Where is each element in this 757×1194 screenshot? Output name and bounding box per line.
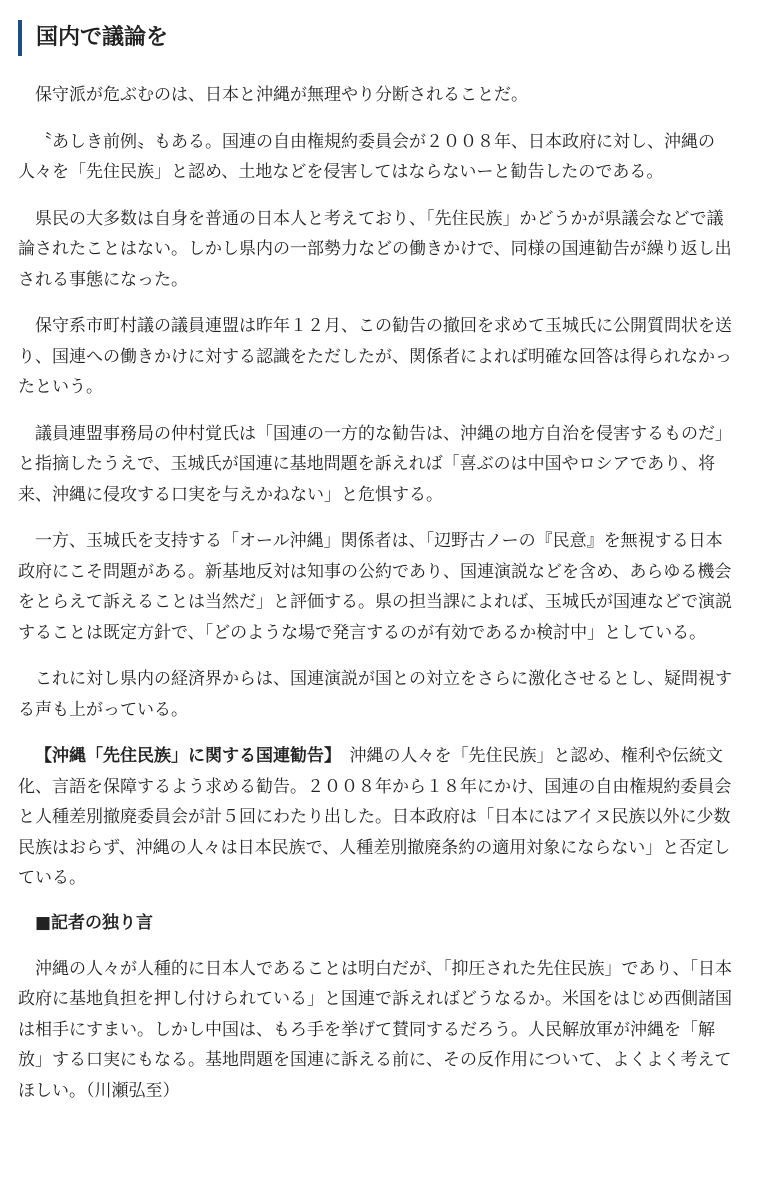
article-paragraph-4: 保守系市町村議の議員連盟は昨年１２月、この勧告の撤回を求めて玉城氏に公開質問状を送り、国連への働きかけに対する認識をただしたが、関係者によれば明確な回答は得られなかったという。 — [18, 316, 732, 397]
article-paragraph-6: 一方、玉城氏を支持する「オール沖縄」関係者は、「辺野古ノーの『民意』を無視する日本政府にこそ問題がある。新基地反対は知事の公約であり、国連演説などを含め、あらゆる機会をとらえて訴えることは当然だ」と評価する。県の担当課によれば、玉城氏が国連などで演説することは既定方針で、「どのような場で発言するのが有効であるか検討中」としている。 — [18, 531, 732, 643]
note-text: 沖縄の人々を「先住民族」と認め、権利や伝統文化、言語を保障するよう求める勧告。２００８年から１８年にかけ、国連の自由権規約委員会と人種差別撤廃委員会が計５回にわたり出した。日本政府は「日本にはアイヌ民族以外に少数民族はおらず、沖縄の人々は日本民族で、人種差別撤廃条約の適用対象にならない」と否定している。 — [18, 746, 732, 888]
note-label: 【沖縄「先住民族」に関する国連勧告】 — [35, 746, 333, 766]
article-paragraph-5: 議員連盟事務局の仲村覚氏は「国連の一方的な勧告は、沖縄の地方自治を侵害するものだ」と指摘したうえで、玉城氏が国連に基地問題を訴えれば「喜ぶのは中国やロシアであり、将来、沖縄に侵攻する口実を与えかねない」と危惧する。 — [18, 423, 732, 505]
article-body — [0, 20, 757, 1106]
section-heading: 国内で議論を — [18, 20, 739, 56]
column-heading: ■記者の独り言 — [35, 912, 154, 933]
column-paragraph: 沖縄の人々が人種的に日本人であることは明白だが、「抑圧された先住民族」であり、「日本政府に基地負担を押し付けられている」と国連で訴えればどうなるか。米国をはじめ西側諸国は相手にすまい。しかし中国は、もろ手を挙げて賛同するだろう。人民解放軍が沖縄を「解放」する口実にもなる。基地問題を国連に訴える前に、その反作用について、よくよく考えてほしい。（川瀬弘至） — [18, 958, 732, 1101]
article-paragraph-3: 県民の大多数は自身を普通の日本人と考えており、「先住民族」かどうかが県議会などで議論されたことはない。しかし県内の一部勢力などの働きかけで、同様の国連勧告が繰り返し出される事態になった。 — [18, 208, 732, 290]
note-paragraph — [18, 741, 739, 894]
article-paragraph-1: 保守派が危ぶむのは、日本と沖縄が無理やり分断されることだ。 — [35, 85, 528, 105]
article-paragraph-2: 〝あしき前例〟もある。国連の自由権規約委員会が２００８年、日本政府に対し、沖縄の人々を「先住民族」と認め、土地などを侵害してはならないーと勧告したのである。 — [18, 131, 715, 182]
article-paragraph-7: これに対し県内の経済界からは、国連演説が国との対立をさらに激化させるとし、疑問視する声も上がっている。 — [18, 669, 732, 720]
